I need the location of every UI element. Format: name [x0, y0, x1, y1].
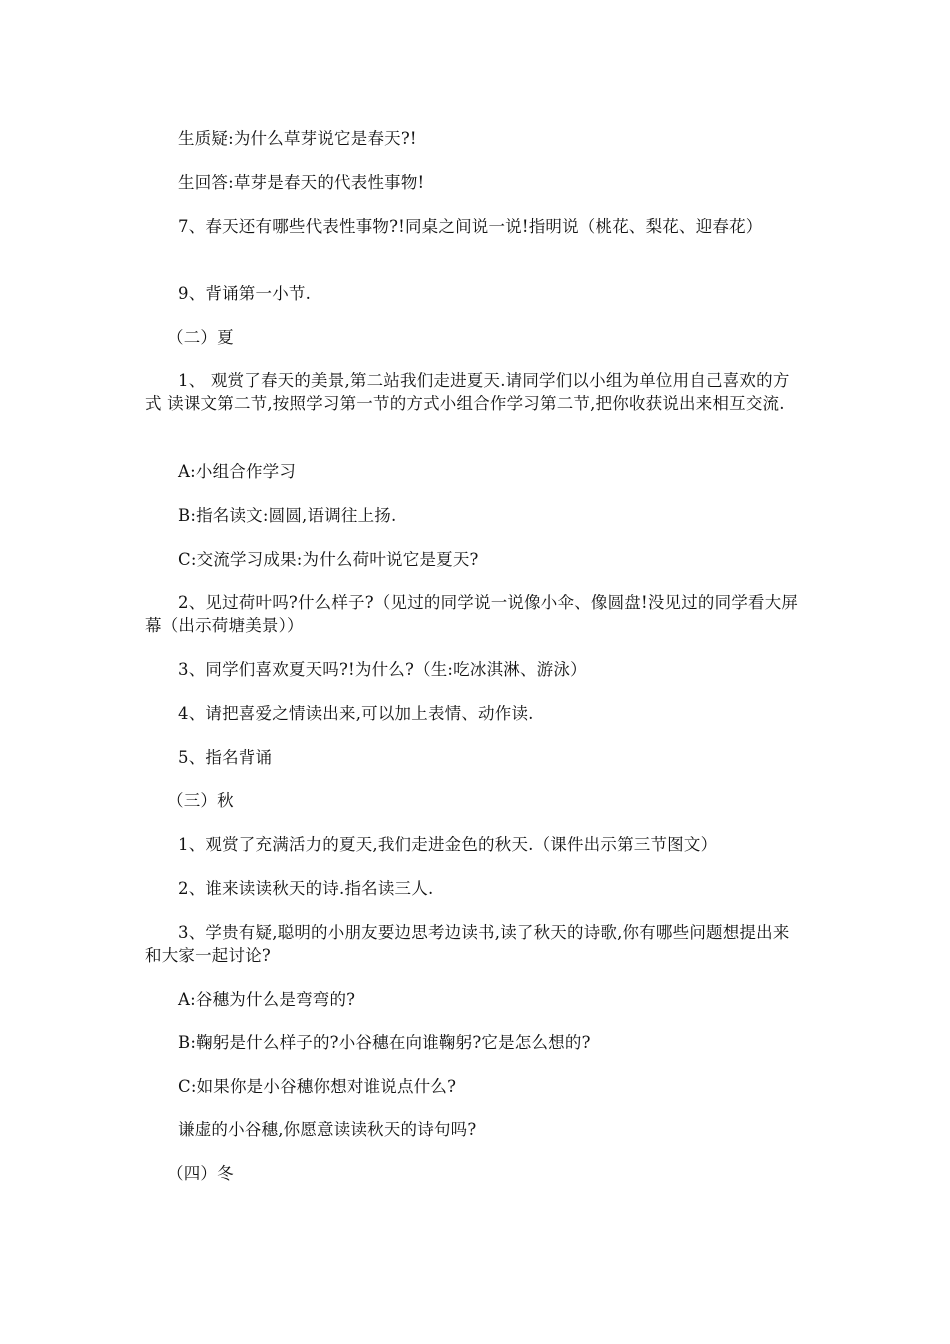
- paragraph-summer-2: 2、见过荷叶吗?什么样子?（见过的同学说一说像小伞、像圆盘!没见过的同学看大屏幕（出示荷塘美景））: [145, 593, 799, 635]
- paragraph-step-9: 9、背诵第一小节.: [178, 284, 312, 303]
- paragraph-autumn-1: 1、观赏了充满活力的夏天,我们走进金色的秋天.（课件出示第三节图文）: [178, 835, 718, 854]
- paragraph-summer-4: 4、请把喜爱之情读出来,可以加上表情、动作读.: [178, 704, 534, 723]
- paragraph-autumn-3: 3、学贵有疑,聪明的小朋友要边思考边读书,读了秋天的诗歌,你有哪些问题想提出来和大家一起讨论?: [145, 923, 790, 965]
- section-heading-winter: （四）冬: [167, 1164, 234, 1183]
- paragraph-autumn-2: 2、谁来读读秋天的诗.指名读三人.: [178, 879, 434, 898]
- paragraph-step-7: 7、春天还有哪些代表性事物?!同桌之间说一说!指明说（桃花、梨花、迎春花）: [178, 217, 763, 236]
- paragraph-autumn-b: B:鞠躬是什么样子的?小谷穗在向谁鞠躬?它是怎么想的?: [178, 1033, 591, 1052]
- paragraph-summer-1: 1、 观赏了春天的美景,第二站我们走进夏天.请同学们以小组为单位用自己喜欢的方式 读课文第二节,按照学习第一节的方式小组合作学习第二节,把你收获说出来相互交流.: [145, 371, 790, 413]
- paragraph-student-question: 生质疑:为什么草芽说它是春天?!: [178, 129, 417, 148]
- paragraph-summer-b: B:指名读文:圆圆,语调往上扬.: [178, 506, 397, 525]
- paragraph-student-answer: 生回答:草芽是春天的代表性事物!: [178, 173, 425, 192]
- paragraph-summer-3: 3、同学们喜欢夏天吗?!为什么?（生:吃冰淇淋、游泳）: [178, 660, 587, 679]
- paragraph-autumn-closing: 谦虚的小谷穗,你愿意读读秋天的诗句吗?: [178, 1120, 477, 1139]
- paragraph-summer-c: C:交流学习成果:为什么荷叶说它是夏天?: [178, 550, 479, 569]
- paragraph-summer-5: 5、指名背诵: [178, 748, 273, 767]
- paragraph-autumn-c: C:如果你是小谷穗你想对谁说点什么?: [178, 1077, 457, 1096]
- section-heading-autumn: （三）秋: [167, 791, 234, 810]
- section-heading-summer: （二）夏: [167, 328, 234, 347]
- paragraph-summer-a: A:小组合作学习: [178, 462, 297, 481]
- paragraph-autumn-a: A:谷穗为什么是弯弯的?: [178, 990, 356, 1009]
